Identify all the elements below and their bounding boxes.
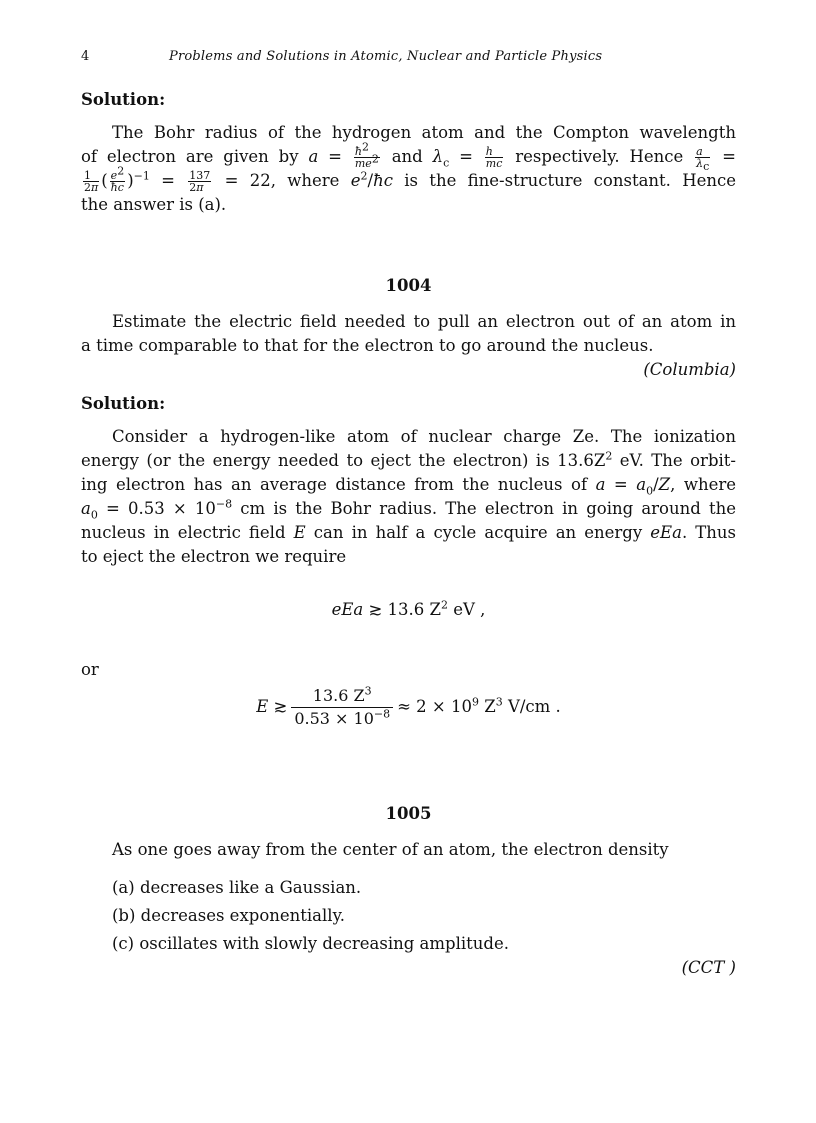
text-line: Estimate the electric field needed to pull an electron out of an atom in <box>112 312 736 331</box>
option-a: (a) decreases like a Gaussian. <box>112 878 362 897</box>
solution-heading-1: Solution: <box>81 90 166 109</box>
page-number: 4 <box>81 49 90 64</box>
text-line: ing electron has an average distance from the nucleus of $a = a_0/Z$, where <box>81 475 736 498</box>
text-line: $\frac{1}{2\pi}$ ( $\frac{e^2}{ħc}$ )$^{-1}$ = $\frac{137}{2\pi}$ = 22, where $e^2/ħc$ is the fine-structure constant. Hence <box>84 164 736 194</box>
text-line: The Bohr radius of the hydrogen atom and the Compton wavelength <box>112 123 736 142</box>
running-header <box>81 49 736 69</box>
equation-1: eEa ≳ 13.6 $Z^2$ eV , <box>331 598 486 619</box>
problem-number-1005: 1005 <box>385 804 432 823</box>
solution-heading-2: Solution: <box>81 394 166 413</box>
problem-source: (Columbia) <box>643 360 736 379</box>
text-line: the answer is (a). <box>81 195 227 214</box>
text-line: $a_0 = 0.53 \times 10^{-8}$ cm is the Bohr radius. The electron in going around the <box>81 497 736 522</box>
problem-1004-text <box>81 310 736 382</box>
solution-2-text <box>81 425 736 569</box>
or-word: or <box>81 660 99 679</box>
problem-1005-source: (CCT ) <box>681 958 736 977</box>
option-c: (c) oscillates with slowly decreasing amplitude. <box>112 934 509 953</box>
text-line: nucleus in electric field E can in half a cycle acquire an energy eEa. Thus <box>81 523 737 542</box>
option-b: (b) decreases exponentially. <box>112 906 345 925</box>
text-line: energy (or the energy needed to eject the electron) is $13.6Z^2$ eV. The orbit- <box>81 449 736 470</box>
equation-2: E ≳ $\frac{13.6 Z^3}{0.53 \times 10^{-8}}$ ≈ $2 \times 10^9$ $Z^3$ V/cm . <box>256 684 561 728</box>
solution-1-text <box>81 121 736 217</box>
problem-number-1004: 1004 <box>385 276 432 295</box>
text-line: of electron are given by a = $\frac{ħ^2}{me^2}$ and $\lambda_c$ = $\frac{h}{mc}$ respectively. Hence $\frac{a}{\lambda_c}$ = <box>81 140 736 174</box>
text-line: Consider a hydrogen-like atom of nuclear charge Ze. The ionization <box>112 427 736 446</box>
text-line: a time comparable to that for the electron to go around the nucleus. <box>81 336 654 355</box>
text-line: to eject the electron we require <box>81 547 347 566</box>
running-title: Problems and Solutions in Atomic, Nuclear and Particle Physics <box>169 49 603 64</box>
problem-1005-intro: As one goes away from the center of an atom, the electron density <box>112 840 669 859</box>
